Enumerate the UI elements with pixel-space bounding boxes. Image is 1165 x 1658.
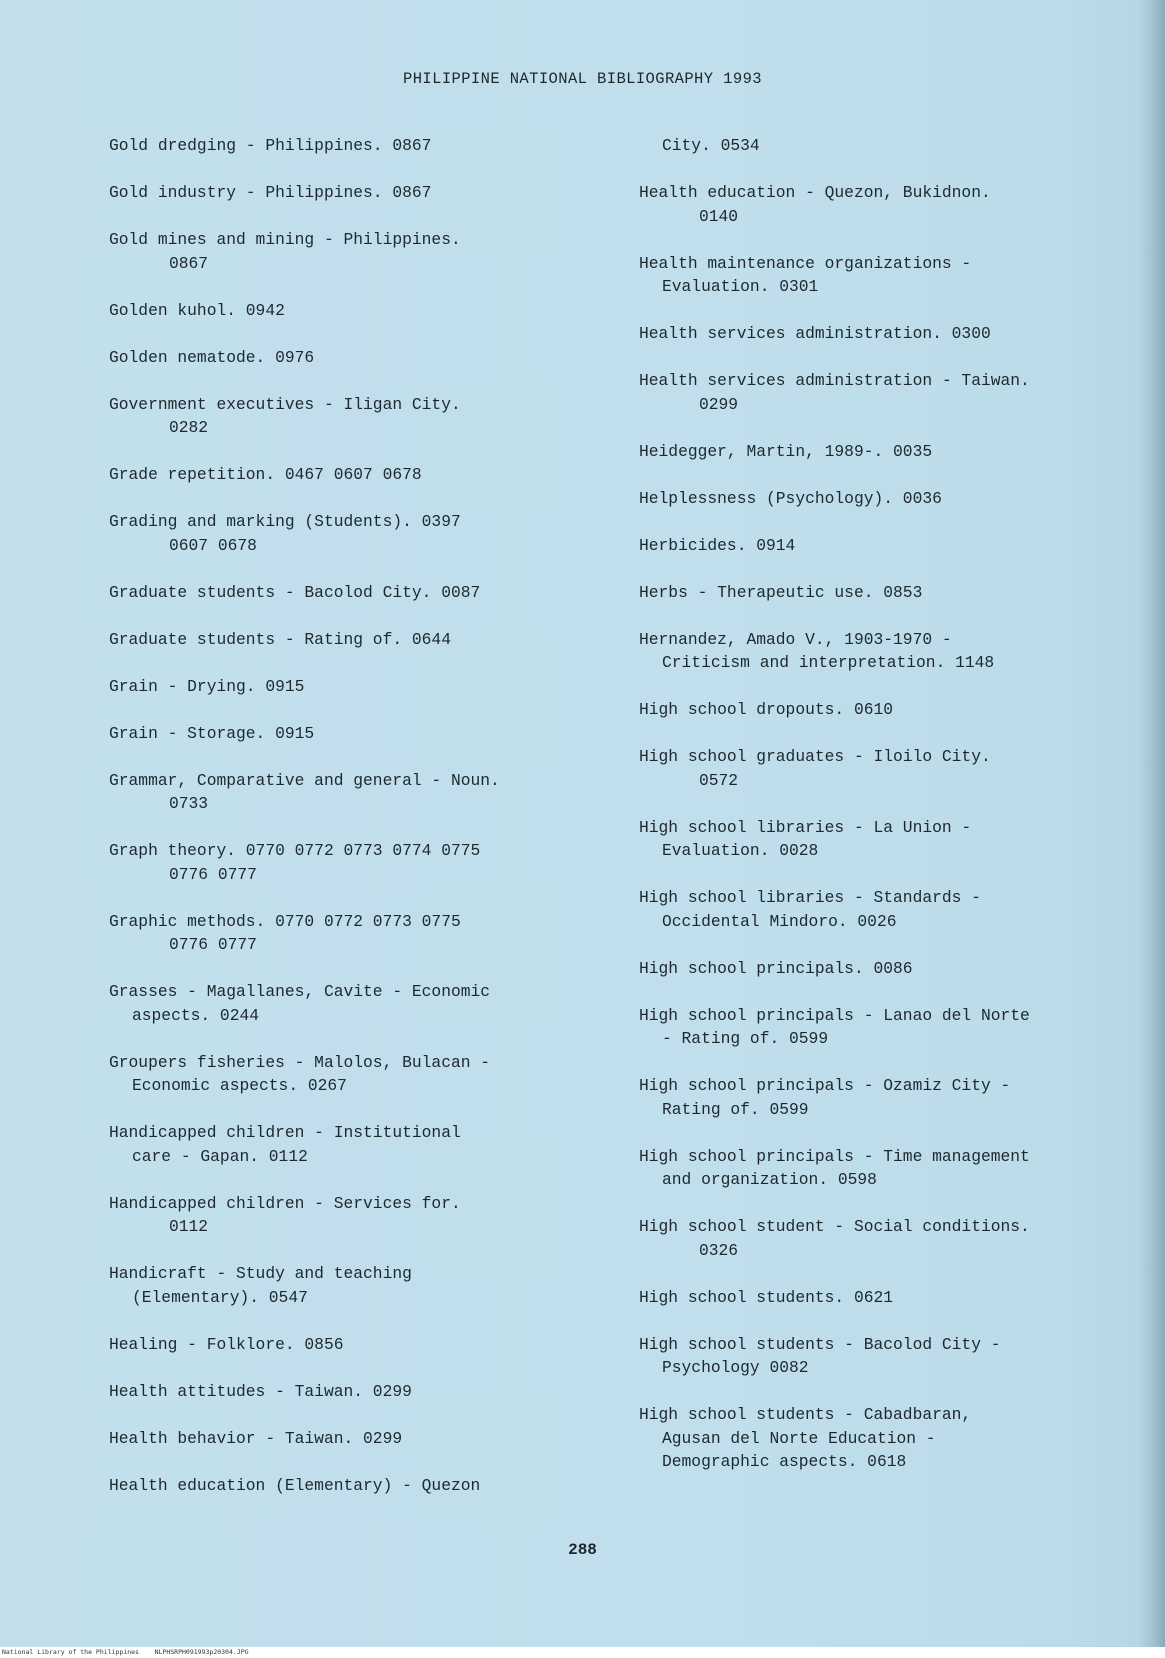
index-entry: Gold mines and mining - Philippines. 0867 [109,230,461,273]
index-entry: Groupers fisheries - Malolos, Bulacan - Economic aspects. 0267 [109,1052,491,1095]
index-entry: Heidegger, Martin, 1989-. 0035 [639,441,933,461]
index-entry: High school principals - Lanao del Norte - Rating of. 0599 [639,1005,1030,1048]
index-entry: High school principals - Ozamiz City - Rating of. 0599 [639,1076,1011,1119]
index-entry: Grade repetition. 0467 0607 0678 [109,465,422,484]
index-entry: Health services administration. 0300 [639,324,991,343]
index-entry: Helplessness (Psychology). 0036 [639,488,942,508]
index-entry: Graduate students - Rating of. 0644 [109,629,451,649]
left-column [109,134,599,1521]
index-entry: High school principals. 0086 [639,958,913,978]
index-entry: High school dropouts. 0610 [639,700,894,719]
index-entry: High school students. 0621 [639,1287,894,1307]
index-entry: Graduate students - Bacolod City. 0087 [109,582,481,602]
index-entry: Herbicides. 0914 [639,535,796,555]
index-entry: Health attitudes - Taiwan. 0299 [109,1381,412,1401]
right-column [639,134,1129,1497]
index-entry: High school students - Cabadbaran, Agusan del Norte Education - Demographic aspects. 0618 [639,1405,972,1471]
index-entry: Grain - Drying. 0915 [109,676,305,696]
index-entry: Handicraft - Study and teaching (Elementary). 0547 [109,1264,412,1307]
index-entry: Grading and marking (Students). 0397 0607 0678 [109,512,461,555]
index-entry: High school graduates - Iloilo City. 0572 [639,747,991,790]
page-number: 288 [568,1541,597,1559]
index-entry: Grammar, Comparative and general - Noun. 0733 [109,770,500,813]
index-entry: Grain - Storage. 0915 [109,723,315,743]
index-entry: Golden nematode. 0976 [109,347,315,367]
index-entry: Handicapped children - Institutional care - Gapan. 0112 [109,1123,461,1166]
page-header: PHILIPPINE NATIONAL BIBLIOGRAPHY 1993 [403,70,762,88]
index-entry: High school student - Social conditions. 0326 [639,1217,1030,1260]
index-entry: Gold industry - Philippines. 0867 [109,183,432,202]
index-entry: Grasses - Magallanes, Cavite - Economic aspects. 0244 [109,982,491,1025]
index-entry: Health behavior - Taiwan. 0299 [109,1428,403,1448]
index-entry: Health maintenance organizations - Evaluation. 0301 [639,253,972,296]
index-entry-continued: City. 0534 [662,136,760,155]
index-entry: Healing - Folklore. 0856 [109,1334,344,1354]
index-entry: High school libraries - Standards - Occidental Mindoro. 0026 [639,888,981,931]
index-entry: High school libraries - La Union - Evaluation. 0028 [639,817,972,860]
index-entry: Health education - Quezon, Bukidnon. 0140 [639,183,991,226]
index-entry: Gold dredging - Philippines. 0867 [109,136,432,155]
index-entry: Graph theory. 0770 0772 0773 0774 0775 0776 0777 [109,841,481,884]
binding-shadow [1138,0,1165,1658]
index-entry: Graphic methods. 0770 0772 0773 0775 0776 0777 [109,911,461,954]
index-entry: Herbs - Therapeutic use. 0853 [639,582,923,602]
index-entry: Health services administration - Taiwan. 0299 [639,371,1030,414]
index-entry: Hernandez, Amado V., 1903-1970 - Criticism and interpretation. 1148 [639,629,995,672]
scan-footer: National Library of the Philippines NLPHSRPH091993p20304.JPG [0,1647,1165,1658]
index-entry: Handicapped children - Services for. 0112 [109,1193,461,1236]
index-entry: High school students - Bacolod City - Psychology 0082 [639,1334,1001,1377]
index-entry: Government executives - Iligan City. 0282 [109,394,461,437]
index-entry: Health education (Elementary) - Quezon [109,1475,481,1495]
index-entry: High school principals - Time management and organization. 0598 [639,1146,1030,1189]
index-entry: Golden kuhol. 0942 [109,300,285,320]
